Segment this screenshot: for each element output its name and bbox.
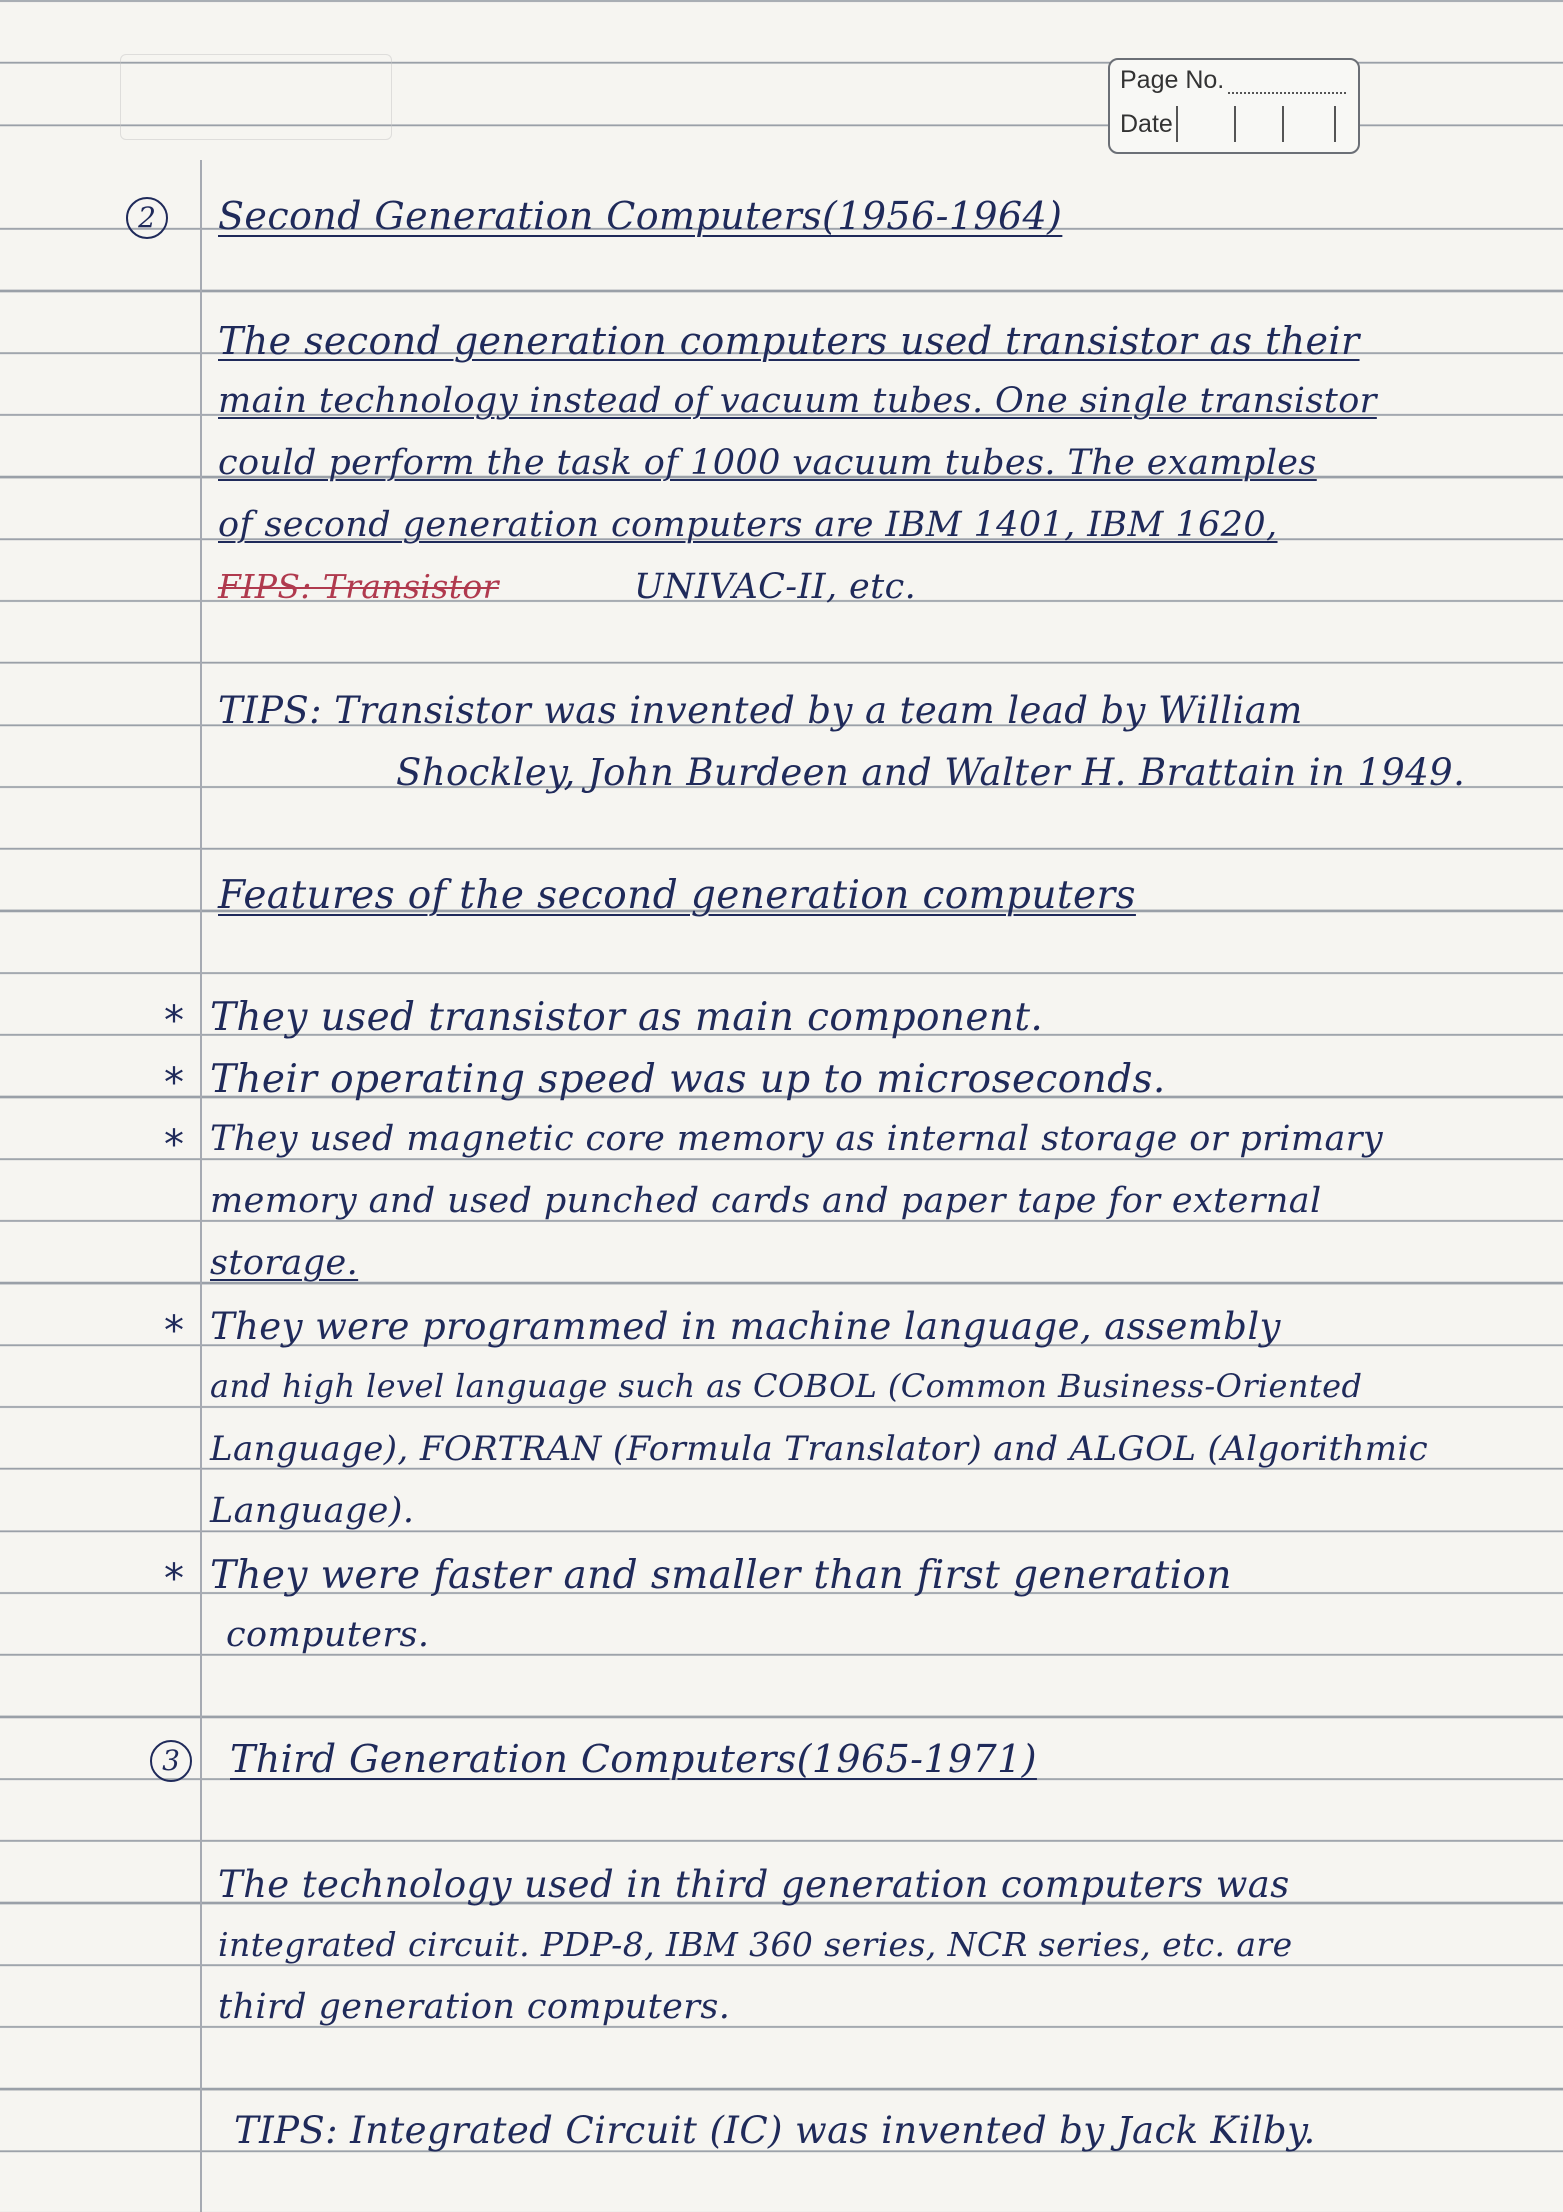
page-header-box [1108, 58, 1360, 154]
feature-1-line-1: They used transistor as main component. [210, 995, 1044, 1040]
s2-para-line-4: of second generation computers are IBM 1401, IBM 1620, [218, 505, 1278, 545]
s2-para-line-5: UNIVAC-II, etc. [634, 567, 917, 607]
s2-para-line-2: main technology instead of vacuum tubes. One single transistor [218, 381, 1377, 421]
bullet-1: * [164, 998, 184, 1044]
bullet-4: * [164, 1308, 184, 1354]
features-heading: Features of the second generation computers [218, 873, 1136, 918]
section-3-heading: Third Generation Computers(1965-1971) [230, 1737, 1037, 1781]
date-label: Date [1120, 110, 1173, 138]
feature-3-line-2: memory and used punched cards and paper tape for external [210, 1181, 1322, 1221]
bullet-3: * [164, 1122, 184, 1168]
section-2-number: 2 [126, 197, 168, 239]
margin-line [200, 160, 202, 2212]
s2-para-line-3: could perform the task of 1000 vacuum tubes. The examples [218, 443, 1317, 483]
bullet-2: * [164, 1060, 184, 1106]
page-no-label: Page No. [1120, 66, 1225, 94]
feature-4-line-2: and high level language such as COBOL (Common Business-Oriented [210, 1367, 1363, 1405]
section-2-heading: Second Generation Computers(1956-1964) [218, 194, 1063, 238]
s3-para-line-2: integrated circuit. PDP-8, IBM 360 series, NCR series, etc. are [218, 1925, 1293, 1964]
feature-4-line-1: They were programmed in machine language, assembly [210, 1305, 1281, 1348]
feature-4-line-3: Language), FORTRAN (Formula Translator) and ALGOL (Algorithmic [210, 1429, 1429, 1469]
feature-5-line-1: They were faster and smaller than first generation [210, 1553, 1232, 1598]
s3-tips: TIPS: Integrated Circuit (IC) was invented by Jack Kilby. [234, 2109, 1316, 2152]
s3-para-line-1: The technology used in third generation computers was [218, 1863, 1290, 1906]
feature-3-line-1: They used magnetic core memory as internal storage or primary [210, 1119, 1384, 1159]
bullet-5: * [164, 1556, 184, 1602]
s2-struck-text: FIPS: Transistor [218, 567, 499, 606]
faint-header-bleed [120, 54, 392, 140]
s3-para-line-3: third generation computers. [218, 1987, 731, 2027]
date-cells [1176, 106, 1340, 142]
feature-5-line-2: computers. [226, 1615, 430, 1655]
feature-3-line-3: storage. [210, 1243, 359, 1283]
feature-4-line-4: Language). [210, 1491, 415, 1531]
section-3-number: 3 [150, 1740, 192, 1782]
feature-2-line-1: Their operating speed was up to microseconds. [210, 1057, 1166, 1102]
s2-tips-line-1: TIPS: Transistor was invented by a team lead by William [218, 689, 1303, 732]
s2-para-line-1: The second generation computers used transistor as their [218, 319, 1360, 363]
page-no-line [1228, 92, 1346, 94]
s2-tips-line-2: Shockley, John Burdeen and Walter H. Brattain in 1949. [396, 751, 1466, 794]
